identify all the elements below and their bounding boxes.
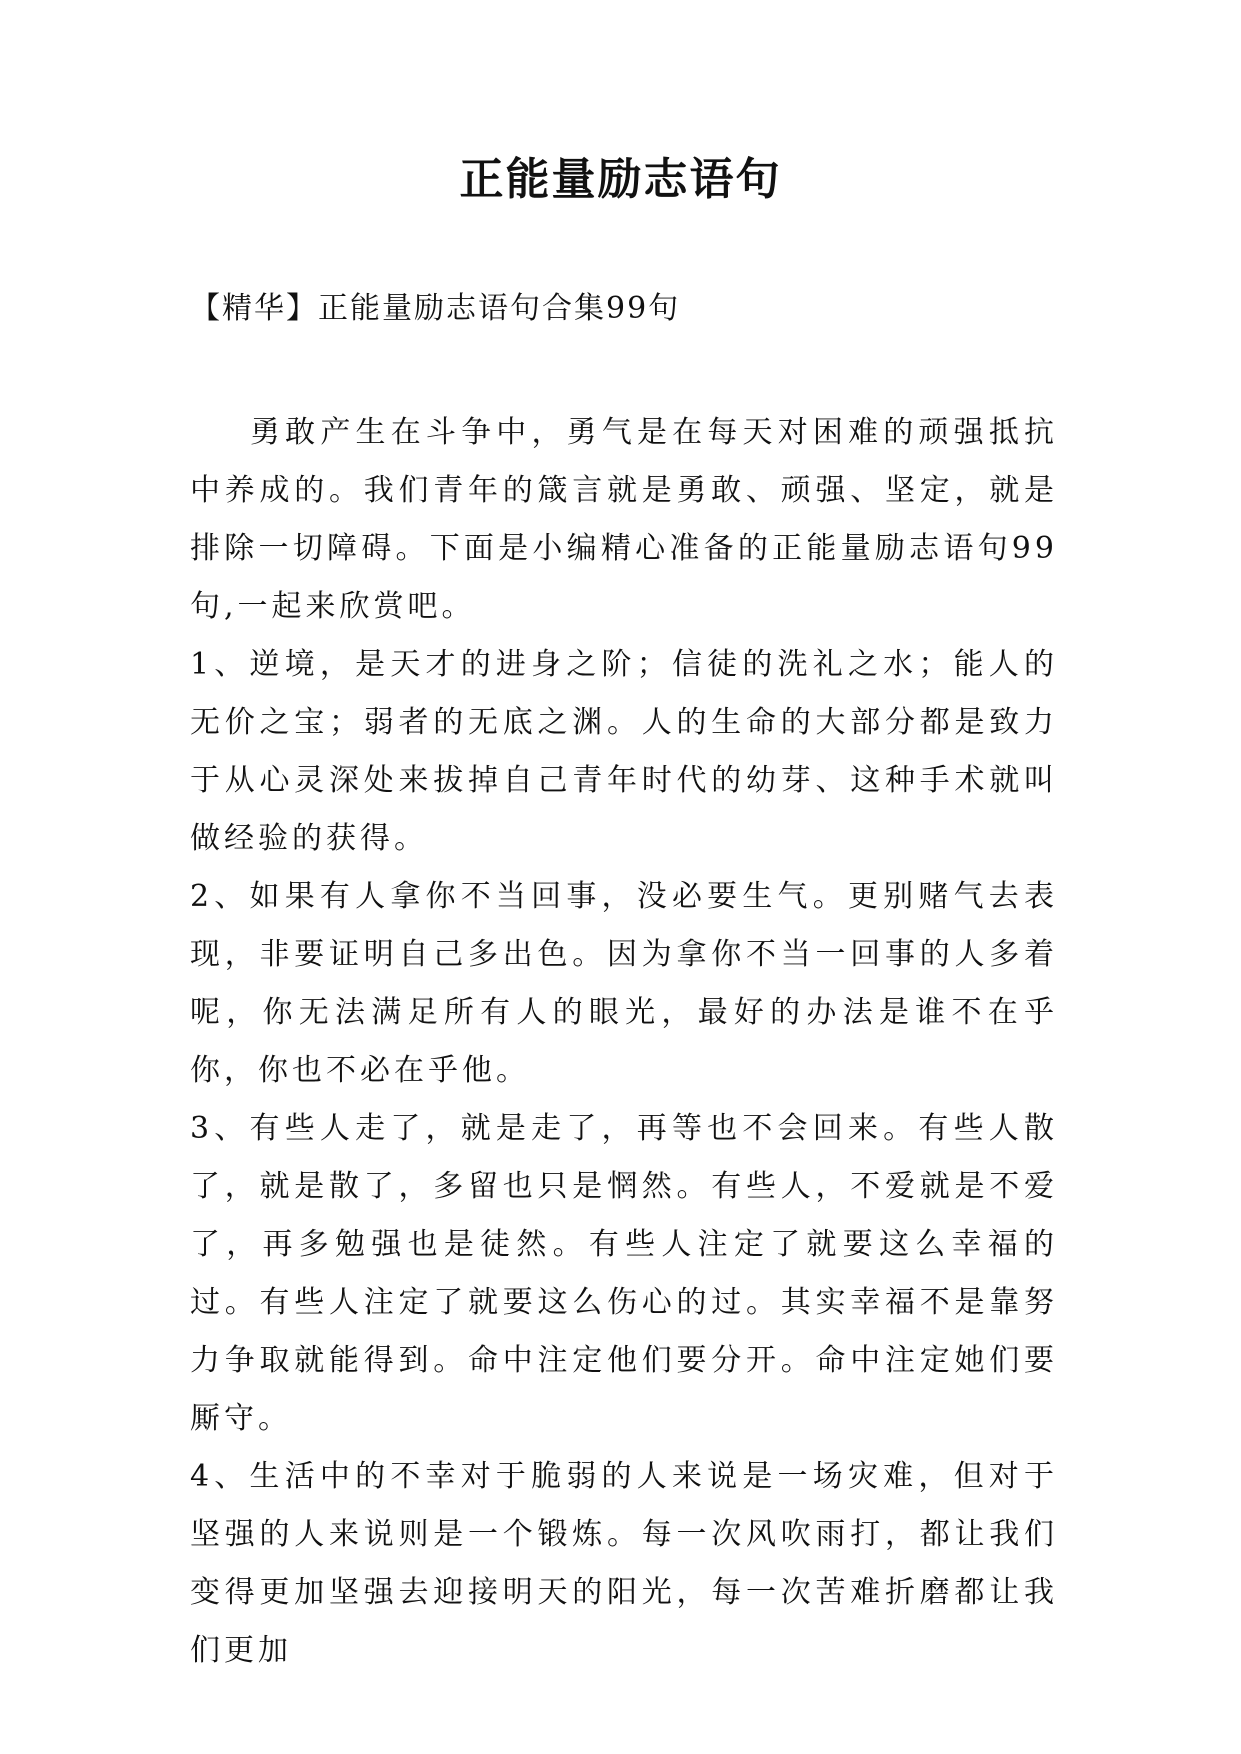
quote-paragraph-2: 2、如果有人拿你不当回事，没必要生气。更别赌气去表现，非要证明自己多出色。因为拿你不当一回事的人多着呢，你无法满足所有人的眼光，最好的办法是谁不在乎你，你也不必在乎他。 — [190, 879, 1058, 1088]
document-subtitle: 【精华】正能量励志语句合集99句 — [190, 291, 681, 326]
document-title: 正能量励志语句 — [459, 154, 782, 205]
document-body — [190, 404, 1058, 1680]
quote-paragraph-3: 3、有些人走了，就是走了，再等也不会回来。有些人散了，就是散了，多留也只是惘然。有些人，不爱就是不爱了，再多勉强也是徒然。有些人注定了就要这么幸福的过。有些人注定了就要这么伤心的过。其实幸福不是靠努力争取就能得到。命中注定他们要分开。命中注定她们要厮守。 — [190, 1111, 1058, 1436]
intro-paragraph: 勇敢产生在斗争中，勇气是在每天对困难的顽强抵抗中养成的。我们青年的箴言就是勇敢、顽强、坚定，就是排除一切障碍。下面是小编精心准备的正能量励志语句99句,一起来欣赏吧。 — [190, 415, 1058, 624]
quote-paragraph-4: 4、生活中的不幸对于脆弱的人来说是一场灾难，但对于坚强的人来说则是一个锻炼。每一次风吹雨打，都让我们变得更加坚强去迎接明天的阳光，每一次苦难折磨都让我们更加 — [190, 1459, 1058, 1668]
quote-paragraph-1: 1、逆境，是天才的进身之阶；信徒的洗礼之水；能人的无价之宝；弱者的无底之渊。人的生命的大部分都是致力于从心灵深处来拔掉自己青年时代的幼芽、这种手术就叫做经验的获得。 — [190, 647, 1058, 856]
